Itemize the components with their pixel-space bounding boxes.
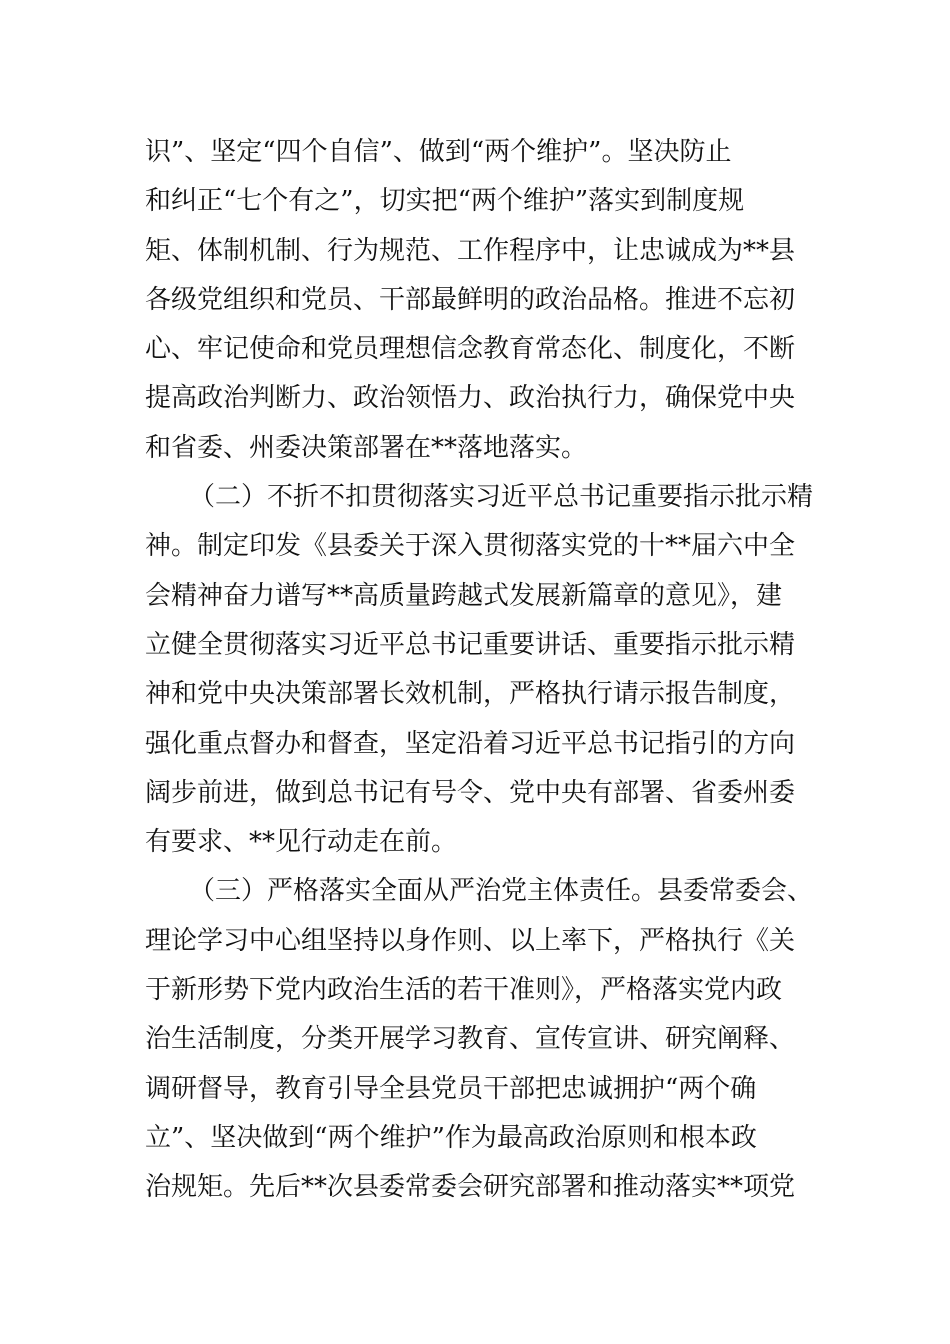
text-line-10: 会精神奋力谱写**高质量跨越式发展新篇章的意见》，建 xyxy=(145,580,783,611)
text-line-13: 强化重点督办和督查，坚定沿着习近平总书记指引的方向 xyxy=(145,728,796,759)
text-line-21: 立”、坚决做到“两个维护”作为最高政治原则和根本政 xyxy=(145,1122,757,1153)
text-line-19: 治生活制度，分类开展学习教育、宣传宣讲、研究阐释、 xyxy=(145,1024,796,1055)
text-line-9: 神。制定印发《县委关于深入贯彻落实党的十**届六中全 xyxy=(145,531,796,562)
text-line-14: 阔步前进，做到总书记有号令、党中央有部署、省委州委 xyxy=(145,777,796,808)
text-line-4: 各级党组织和党员、干部最鲜明的政治品格。推进不忘初 xyxy=(145,284,796,315)
text-line-7: 和省委、州委决策部署在**落地落实。 xyxy=(145,432,588,463)
text-line-5: 心、牢记使命和党员理想信念教育常态化、制度化，不断 xyxy=(145,334,796,365)
text-line-11: 立健全贯彻落实习近平总书记重要讲话、重要指示批示精 xyxy=(145,629,796,660)
section-3-heading-line: （三）严格落实全面从严治党主体责任。县委常委会、 xyxy=(189,876,814,907)
text-line-12: 神和党中央决策部署长效机制，严格执行请示报告制度， xyxy=(145,679,796,710)
text-line-20: 调研督导，教育引导全县党员干部把忠诚拥护“两个确 xyxy=(145,1073,757,1104)
text-line-15: 有要求、**见行动走在前。 xyxy=(145,827,458,858)
text-line-18: 于新形势下党内政治生活的若干准则》，严格落实党内政 xyxy=(145,975,783,1006)
text-line-6: 提高政治判断力、政治领悟力、政治执行力，确保党中央 xyxy=(145,383,796,414)
body-text xyxy=(145,128,815,1213)
text-line-22: 治规矩。先后**次县委常委会研究部署和推动落实**项党 xyxy=(145,1172,796,1203)
text-line-3: 矩、体制机制、行为规范、工作程序中，让忠诚成为**县 xyxy=(145,235,796,266)
section-2-heading-line: （二）不折不扣贯彻落实习近平总书记重要指示批示精 xyxy=(189,482,814,513)
text-line-17: 理论学习中心组坚持以身作则、以上率下，严格执行《关 xyxy=(145,925,796,956)
text-line-1: 识”、坚定“四个自信”、做到“两个维护”。坚决防止 xyxy=(145,137,732,167)
text-line-2: 和纠正“七个有之”，切实把“两个维护”落实到制度规 xyxy=(145,186,745,217)
